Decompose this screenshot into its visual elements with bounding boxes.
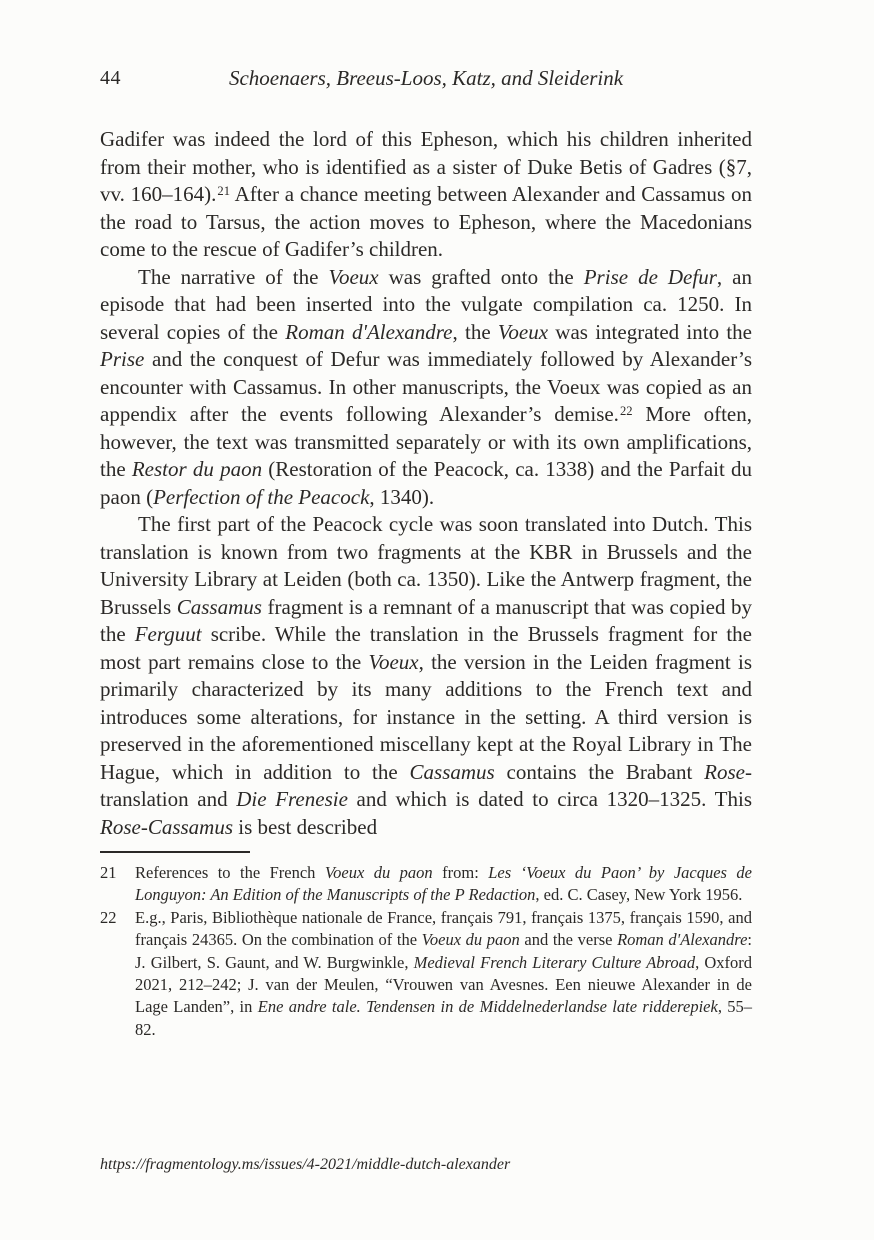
footnote-21 bbox=[100, 862, 752, 907]
footnote-22 bbox=[100, 907, 752, 1041]
page-footer bbox=[100, 1156, 752, 1174]
page-header bbox=[100, 66, 752, 94]
body-text bbox=[100, 126, 752, 841]
footnote-text: References to the French Voeux du paon from: Les ‘Voeux du Paon’ by Jacques de Longuyon: An Edition of the Manuscripts of the P Redaction, ed. C. Casey, New York 1956. bbox=[135, 863, 752, 905]
footnote-text: E.g., Paris, Bibliothèque nationale de France, français 791, français 1375, français 1590, and français 24365. On the combination of the Voeux du paon and the verse Roman d'Alexandre: J. Gilbert, S. Gaunt, and W. Burgwinkle, Medieval French Literary Culture Abroad, Oxford 2021, 212–242; J. van der Meulen, “Vrouwen van Avesnes. Een nieuwe Alexander in de Lage Landen”, in Ene andre tale. Tendensen in de Middelnederlandse late ridderepiek, 55–82. bbox=[135, 907, 753, 1039]
footnote-number: 22 bbox=[100, 907, 117, 927]
body-paragraph-1: Gadifer was indeed the lord of this Epheson, which his children inherited from their mother, who is identified as a sister of Duke Betis of Gadres (§7, vv. 160–164).$^{21}$ After a chance meeting between Alexander and Cassamus on the road to Tarsus, the action moves to Epheson, where the Macedonians come to the rescue of Gadifer’s children. bbox=[100, 127, 752, 261]
page-number: 44 bbox=[100, 67, 121, 89]
document-url-link[interactable]: https://fragmentology.ms/issues/4-2021/middle-dutch-alexander bbox=[100, 1156, 511, 1173]
body-paragraph-2: The narrative of the Voeux was grafted onto the Prise de Defur, an episode that had been inserted into the vulgate compilation ca. 1250. In several copies of the Roman d'Alexandre, the Voeux was integrated into the Prise and the conquest of Defur was immediately followed by Alexander’s encounter with Cassamus. In other manuscripts, the Voeux was copied as an appendix after the events following Alexander’s demise.$^{22}$ More often, however, the text was transmitted separately or with its own amplifications, the Restor du paon (Restoration of the Peacock, ca. 1338) and the Parfait du paon (Perfection of the Peacock, 1340). bbox=[100, 264, 753, 509]
footnote-number: 21 bbox=[100, 863, 117, 882]
running-head: Schoenaers, Breeus-Loos, Katz, and Sleiderink bbox=[228, 66, 624, 90]
footnote-separator bbox=[100, 851, 250, 853]
footnotes-section bbox=[100, 862, 752, 1041]
body-paragraph-3: The first part of the Peacock cycle was soon translated into Dutch. This translation is known from two fragments at the KBR in Brussels and the University Library at Leiden (both ca. 1350). Like the Antwerp fragment, the Brussels Cassamus fragment is a remnant of a manuscript that was copied by the Ferguut scribe. While the translation in the Brussels fragment for the most part remains close to the Voeux, the version in the Leiden fragment is primarily characterized by its many additions to the French text and introduces some alterations, for instance in the setting. A third version is preserved in the aforementioned miscellany kept at the Royal Library in The Hague, which in addition to the Cassamus contains the Brabant Rose-translation and Die Frenesie and which is dated to circa 1320–1325. This Rose-Cassamus is best described bbox=[100, 512, 753, 839]
text-column bbox=[100, 0, 752, 1041]
